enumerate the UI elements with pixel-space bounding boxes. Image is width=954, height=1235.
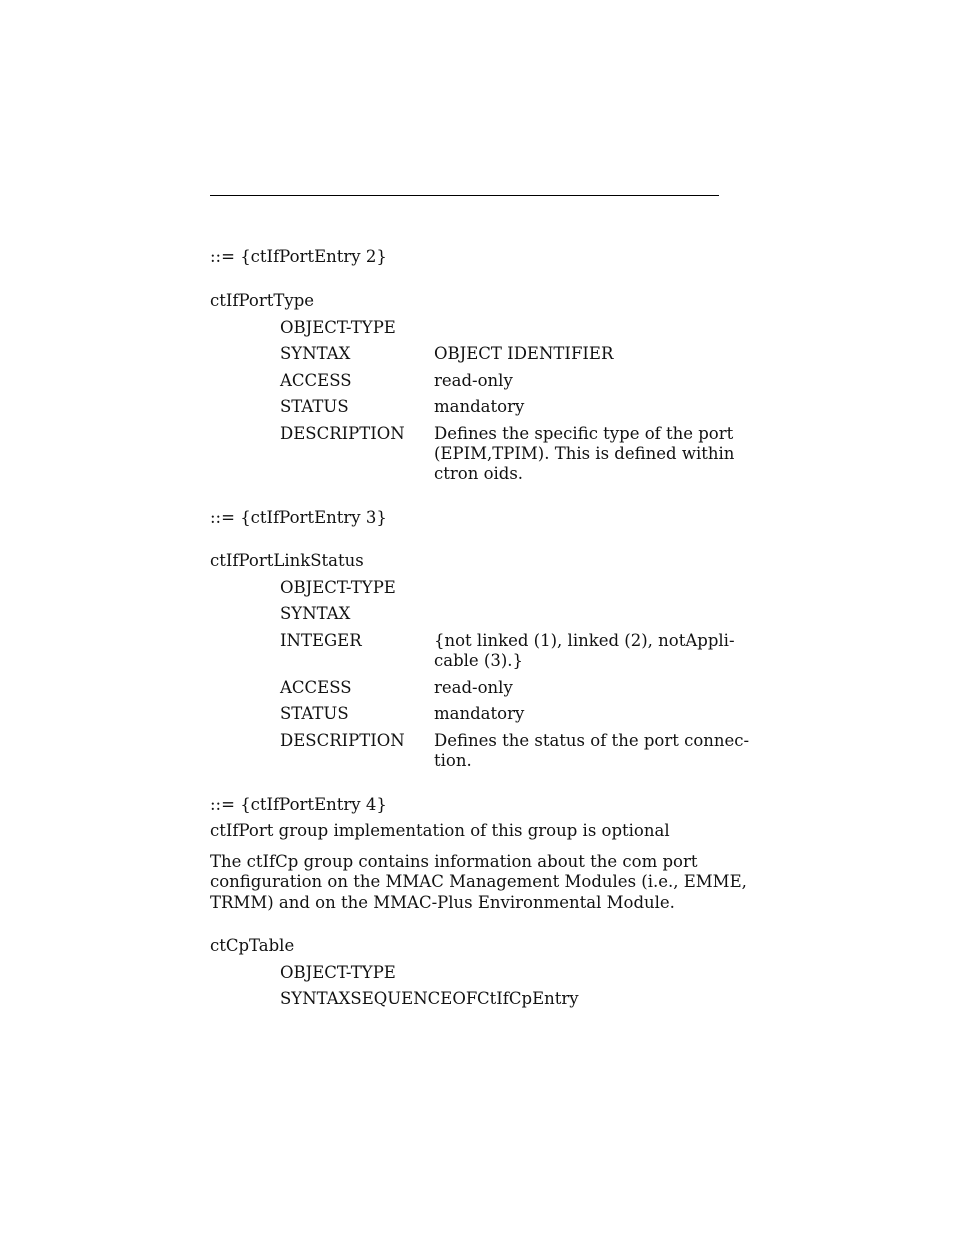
port-type-description-line-2: (EPIM,TPIM). This is defined within — [434, 444, 735, 463]
link-status-object-type: OBJECT-TYPE — [280, 578, 396, 597]
link-status-access-label: ACCESS — [280, 678, 352, 697]
port-type-status-label: STATUS — [280, 397, 349, 416]
link-status-status-value: mandatory — [434, 704, 525, 723]
port-type-description-label: DESCRIPTION — [280, 424, 405, 443]
header-rule — [210, 195, 719, 196]
port-type-syntax-label: SYNTAX — [280, 344, 351, 363]
assign-entry-4: ::= {ctIfPortEntry 4} — [210, 795, 387, 814]
link-status-description-line-1: Defines the status of the port connec- — [434, 731, 750, 750]
cp-intro-line-1: The ctIfCp group contains information about the com port — [210, 852, 698, 871]
link-status-syntax-label: SYNTAX — [280, 604, 351, 623]
port-type-access-value: read-only — [434, 371, 513, 390]
link-status-integer-value-line-2: cable (3).} — [434, 651, 524, 670]
optional-note: ctIfPort group implementation of this group is optional — [210, 821, 670, 840]
link-status-integer-label: INTEGER — [280, 631, 362, 650]
link-status-access-value: read-only — [434, 678, 513, 697]
port-type-object-type: OBJECT-TYPE — [280, 318, 396, 337]
link-status-description-label: DESCRIPTION — [280, 731, 405, 750]
link-status-description-line-2: tion. — [434, 751, 472, 770]
port-type-access-label: ACCESS — [280, 371, 352, 390]
link-status-name: ctIfPortLinkStatus — [210, 551, 364, 570]
assign-entry-3: ::= {ctIfPortEntry 3} — [210, 508, 387, 527]
cp-table-name: ctCpTable — [210, 936, 295, 955]
assign-entry-2: ::= {ctIfPortEntry 2} — [210, 247, 387, 266]
port-type-name: ctIfPortType — [210, 291, 315, 310]
link-status-status-label: STATUS — [280, 704, 349, 723]
cp-table-syntax-label: SYNTAXSEQUENCEOF — [280, 989, 478, 1008]
cp-table-object-type: OBJECT-TYPE — [280, 963, 396, 982]
cp-intro-line-3: TRMM) and on the MMAC-Plus Environmental Module. — [210, 893, 675, 912]
port-type-syntax-value: OBJECT IDENTIFIER — [434, 344, 614, 363]
link-status-integer-value-line-1: {not linked (1), linked (2), notAppli- — [434, 631, 735, 650]
port-type-description-line-1: Defines the specific type of the port — [434, 424, 734, 443]
port-type-description-line-3: ctron oids. — [434, 464, 524, 483]
cp-intro-line-2: configuration on the MMAC Management Modules (i.e., EMME, — [210, 872, 747, 891]
port-type-status-value: mandatory — [434, 397, 525, 416]
cp-table-syntax-value: CtIfCpEntry — [477, 989, 579, 1008]
